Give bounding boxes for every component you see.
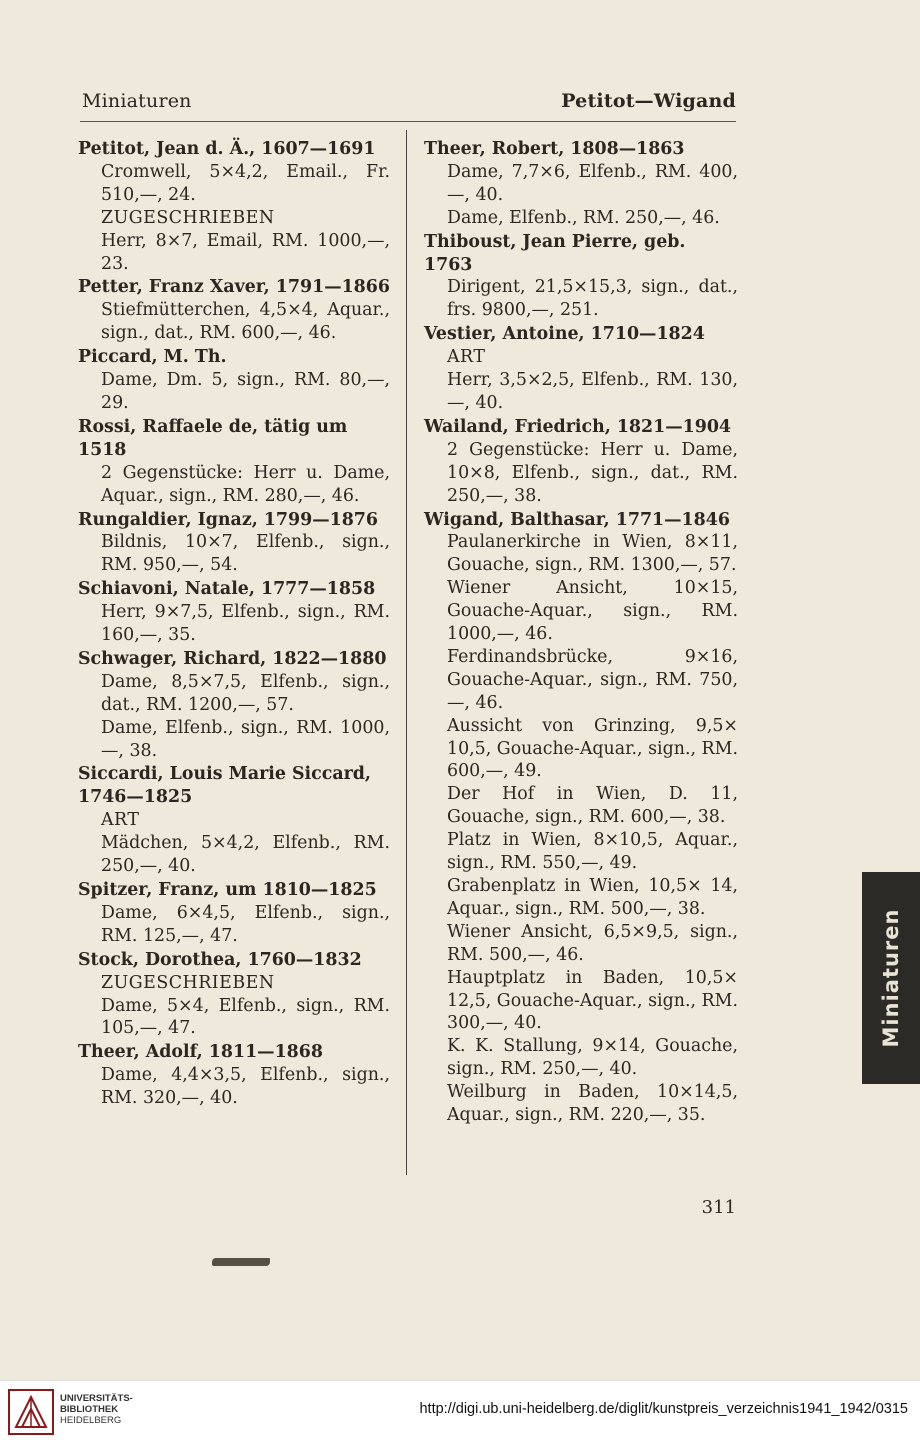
artist-name: Schwager, Richard, 1822—1880 (78, 648, 387, 669)
catalog-entry (78, 276, 390, 345)
catalog-entry (424, 416, 738, 508)
artwork-detail: Cromwell, 5×4,2, Email., Fr. 510,—, 24. (101, 161, 390, 205)
catalog-entry (78, 949, 390, 1041)
artwork-detail: Bildnis, 10×7, Elfenb., sign., RM. 950,—, 54. (101, 532, 390, 576)
catalog-entry (424, 231, 738, 323)
artwork-detail: Aussicht von Grinzing, 9,5× 10,5, Gouache-Aquar., sign., RM. 600,—, 49. (447, 715, 738, 782)
artwork-detail: Ferdinandsbrücke, 9×16, Gouache-Aquar., sign., RM. 750,—, 46. (447, 646, 738, 713)
artwork-detail: Herr, 3,5×2,5, Elfenb., RM. 130,—, 40. (447, 370, 738, 413)
artist-name: Wigand, Balthasar, 1771—1846 (424, 509, 730, 530)
artist-name: Theer, Robert, 1808—1863 (424, 139, 685, 159)
section-tab (862, 872, 920, 1084)
catalog-entry (78, 346, 390, 415)
artwork-detail: Der Hof in Wien, D. 11, Gouache, sign., RM. 600,—, 38. (447, 784, 738, 828)
artwork-detail: Dame, Elfenb., sign., RM. 1000,—, 38. (101, 717, 390, 761)
library-name-line3: HEIDELBERG (60, 1415, 122, 1426)
permalink-url[interactable]: http://digi.ub.uni-heidelberg.de/diglit/kunstpreis_verzeichnis1941_1942/0315 (419, 1401, 908, 1417)
artist-name: Thiboust, Jean Pierre, geb. 1763 (424, 231, 686, 275)
artwork-detail: Dirigent, 21,5×15,3, sign., dat., frs. 9800,—, 251. (447, 277, 738, 321)
attribution-tag: ZUGESCHRIEBEN (101, 207, 275, 228)
artwork-detail: K. K. Stallung, 9×14, Gouache, sign., RM. 250,—, 40. (447, 1036, 738, 1080)
artist-name: Theer, Adolf, 1811—1868 (78, 1042, 323, 1063)
artist-name: Stock, Dorothea, 1760—1832 (78, 949, 362, 970)
artwork-detail: Herr, 8×7, Email, RM. 1000,—, 23. (101, 230, 390, 274)
catalog-entry (78, 509, 390, 578)
catalog-entry (424, 509, 738, 1127)
artwork-detail: Wiener Ansicht, 6,5×9,5, sign., RM. 500,—, 46. (447, 921, 738, 965)
right-column (424, 138, 738, 1128)
artist-name: Siccardi, Louis Marie Siccard, 1746—1825 (78, 764, 371, 808)
catalog-entry (78, 416, 390, 508)
library-name (60, 1393, 133, 1426)
attribution-tag: ZUGESCHRIEBEN (101, 972, 275, 993)
catalog-entry (78, 578, 390, 647)
catalog-entry (424, 138, 738, 230)
artwork-detail: 2 Gegenstücke: Herr u. Dame, Aquar., sign., RM. 280,—, 46. (101, 462, 390, 506)
artwork-detail: Dame, 4,4×3,5, Elfenb., sign., RM. 320,—, 40. (101, 1065, 390, 1109)
artist-name: Vestier, Antoine, 1710—1824 (424, 324, 705, 345)
artwork-detail: Weilburg in Baden, 10×14,5, Aquar., sign., RM. 220,—, 35. (447, 1082, 738, 1126)
left-column (78, 138, 390, 1111)
artist-name: Petitot, Jean d. Ä., 1607—1691 (78, 139, 376, 159)
artwork-detail: Dame, 8,5×7,5, Elfenb., sign., dat., RM. 1200,—, 57. (101, 671, 390, 715)
section-tab-label: Miniaturen (879, 908, 903, 1048)
attribution-tag: ART (101, 810, 140, 831)
university-library-logo-icon (8, 1389, 54, 1435)
artwork-detail: Dame, 6×4,5, Elfenb., sign., RM. 125,—, 47. (101, 902, 390, 946)
ink-smudge (212, 1258, 270, 1266)
artwork-detail: Dame, 5×4, Elfenb., sign., RM. 105,—, 47. (101, 995, 390, 1039)
catalog-entry (78, 138, 390, 275)
artwork-detail: Herr, 9×7,5, Elfenb., sign., RM. 160,—, 35. (101, 602, 390, 646)
artwork-detail: Dame, Elfenb., RM. 250,—, 46. (447, 207, 720, 228)
catalog-entry (78, 1041, 390, 1110)
catalog-entry (78, 648, 390, 763)
attribution-tag: ART (447, 347, 486, 368)
running-head-left: Miniaturen (82, 90, 192, 112)
viewer-footer (0, 1380, 920, 1445)
artwork-detail: Stiefmütterchen, 4,5×4, Aquar., sign., dat., RM. 600,—, 46. (101, 300, 390, 344)
catalog-entry (424, 323, 738, 415)
artwork-detail: Mädchen, 5×4,2, Elfenb., RM. 250,—, 40. (101, 833, 390, 877)
artist-name: Piccard, M. Th. (78, 347, 227, 368)
artwork-detail: Platz in Wien, 8×10,5, Aquar., sign., RM. 550,—, 49. (447, 830, 738, 874)
artwork-detail: Hauptplatz in Baden, 10,5× 12,5, Gouache-Aquar., sign., RM. 300,—, 40. (447, 967, 738, 1034)
artist-name: Petter, Franz Xaver, 1791—1866 (78, 277, 390, 298)
library-name-line2: BIBLIOTHEK (60, 1404, 119, 1415)
artist-name: Schiavoni, Natale, 1777—1858 (78, 579, 376, 600)
artwork-detail: Paulanerkirche in Wien, 8×11, Gouache, sign., RM. 1300,—, 57. (447, 532, 738, 576)
catalog-entry (78, 763, 390, 878)
catalog-entry (78, 879, 390, 948)
artwork-detail: Dame, 7,7×6, Elfenb., RM. 400,—, 40. (447, 161, 738, 205)
artwork-detail: Grabenplatz in Wien, 10,5× 14, Aquar., sign., RM. 500,—, 38. (447, 876, 738, 919)
artist-name: Spitzer, Franz, um 1810—1825 (78, 880, 377, 900)
artwork-detail: Wiener Ansicht, 10×15, Gouache-Aquar., sign., RM. 1000,—, 46. (447, 578, 738, 645)
column-divider (406, 130, 407, 1175)
artist-name: Wailand, Friedrich, 1821—1904 (424, 416, 732, 437)
header-rule (80, 121, 736, 122)
library-name-line1: UNIVERSITÄTS- (60, 1393, 133, 1404)
page-number: 311 (701, 1197, 736, 1218)
running-head-right: Petitot—Wigand (561, 90, 736, 112)
artwork-detail: 2 Gegenstücke: Herr u. Dame, 10×8, Elfenb., sign., dat., RM. 250,—, 38. (447, 439, 738, 506)
artist-name: Rungaldier, Ignaz, 1799—1876 (78, 509, 378, 530)
artist-name: Rossi, Raffaele de, tätig um 1518 (78, 416, 348, 460)
artwork-detail: Dame, Dm. 5, sign., RM. 80,—, 29. (101, 370, 390, 413)
